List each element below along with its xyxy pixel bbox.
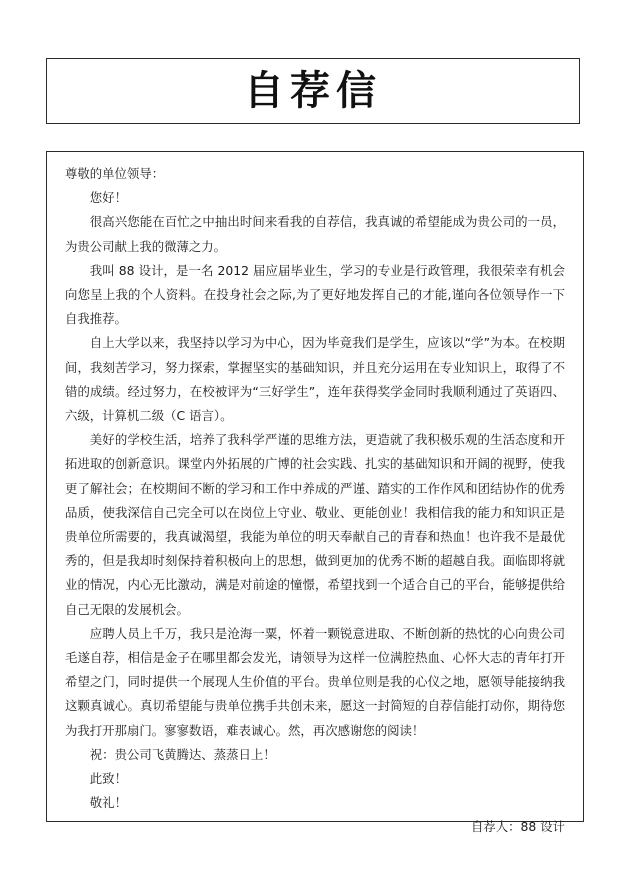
signature: 自荐人：88 设计	[470, 819, 565, 835]
letter-title: 自荐信	[244, 68, 382, 114]
paragraph-self-introduction: 我叫 88 设计，是一名 2012 届应届毕业生，学习的专业是行政管理，我很荣幸有机会向您呈上我的个人资料。在投身社会之际,为了更好地发挥自己的才能,谨向各位领导作一下自我推荐。	[65, 262, 565, 327]
title-box	[46, 58, 580, 124]
closing-line-2: 敬礼！	[89, 795, 127, 811]
paragraph-intro: 很高兴您能在百忙之中抽出时间来看我的自荐信，我真诚的希望能成为贵公司的一员，为贵公司献上我的微薄之力。	[65, 214, 565, 254]
paragraph-school-life: 美好的学校生活，培养了我科学严谨的思维方法，更造就了我积极乐观的生活态度和开拓进取的创新意识。课堂内外拓展的广博的社会实践、扎实的基础知识和开阔的视野，使我更了解社会；在校期间不断的学习和工作中养成的严谨、踏实的工作作风和团结协作的优秀品质，使我深信自己完全可以在岗位上守业、敬业、更能创业！我相信我的能力和知识正是贵单位所需要的，我真诚渴望，我能为单位的明天奉献自己的青春和热血！也许我不是最优秀的，但是我却时刻保持着积极向上的思想，做到更加的优秀不断的超越自我。面临即将就业的情况，内心无比激动，满是对前途的憧憬，希望找到一个适合自己的平台，能够提供给自己无限的发展机会。	[65, 432, 565, 617]
greeting: 您好！	[89, 190, 127, 206]
letter-body	[46, 151, 584, 835]
paragraph-application: 应聘人员上千万，我只是沧海一粟，怀着一颗锐意进取、不断创新的热忱的心向贵公司毛遂自荐，相信是金子在哪里都会发光，请领导为这样一位满腔热血、心怀大志的青年打开希望之门，同时提供一个展现人生价值的平台。贵单位则是我的心仪之地，愿领导能接纳我这颗真诚心。真切希望能与贵单位携手共创未来，愿这一封简短的自荐信能打动你，期待您为我打开那扇门。寥寥数语，难表诚心。然，再次感谢您的阅读！	[65, 625, 565, 738]
paragraph-study: 自上大学以来，我坚持以学习为中心，因为毕竟我们是学生，应该以“学”为本。在校期间，我刻苦学习，努力探索，掌握坚实的基础知识，并且充分运用在专业知识上，取得了不错的成绩。经过努力，在校被评为“三好学生”，连年获得奖学金同时我顺利通过了英语四、六级，计算机二级（C 语言）。	[65, 335, 565, 424]
wish-line: 祝：贵公司飞黄腾达、蒸蒸日上！	[89, 746, 276, 762]
closing-line-1: 此致！	[89, 771, 127, 787]
salutation: 尊敬的单位领导：	[65, 166, 165, 181]
